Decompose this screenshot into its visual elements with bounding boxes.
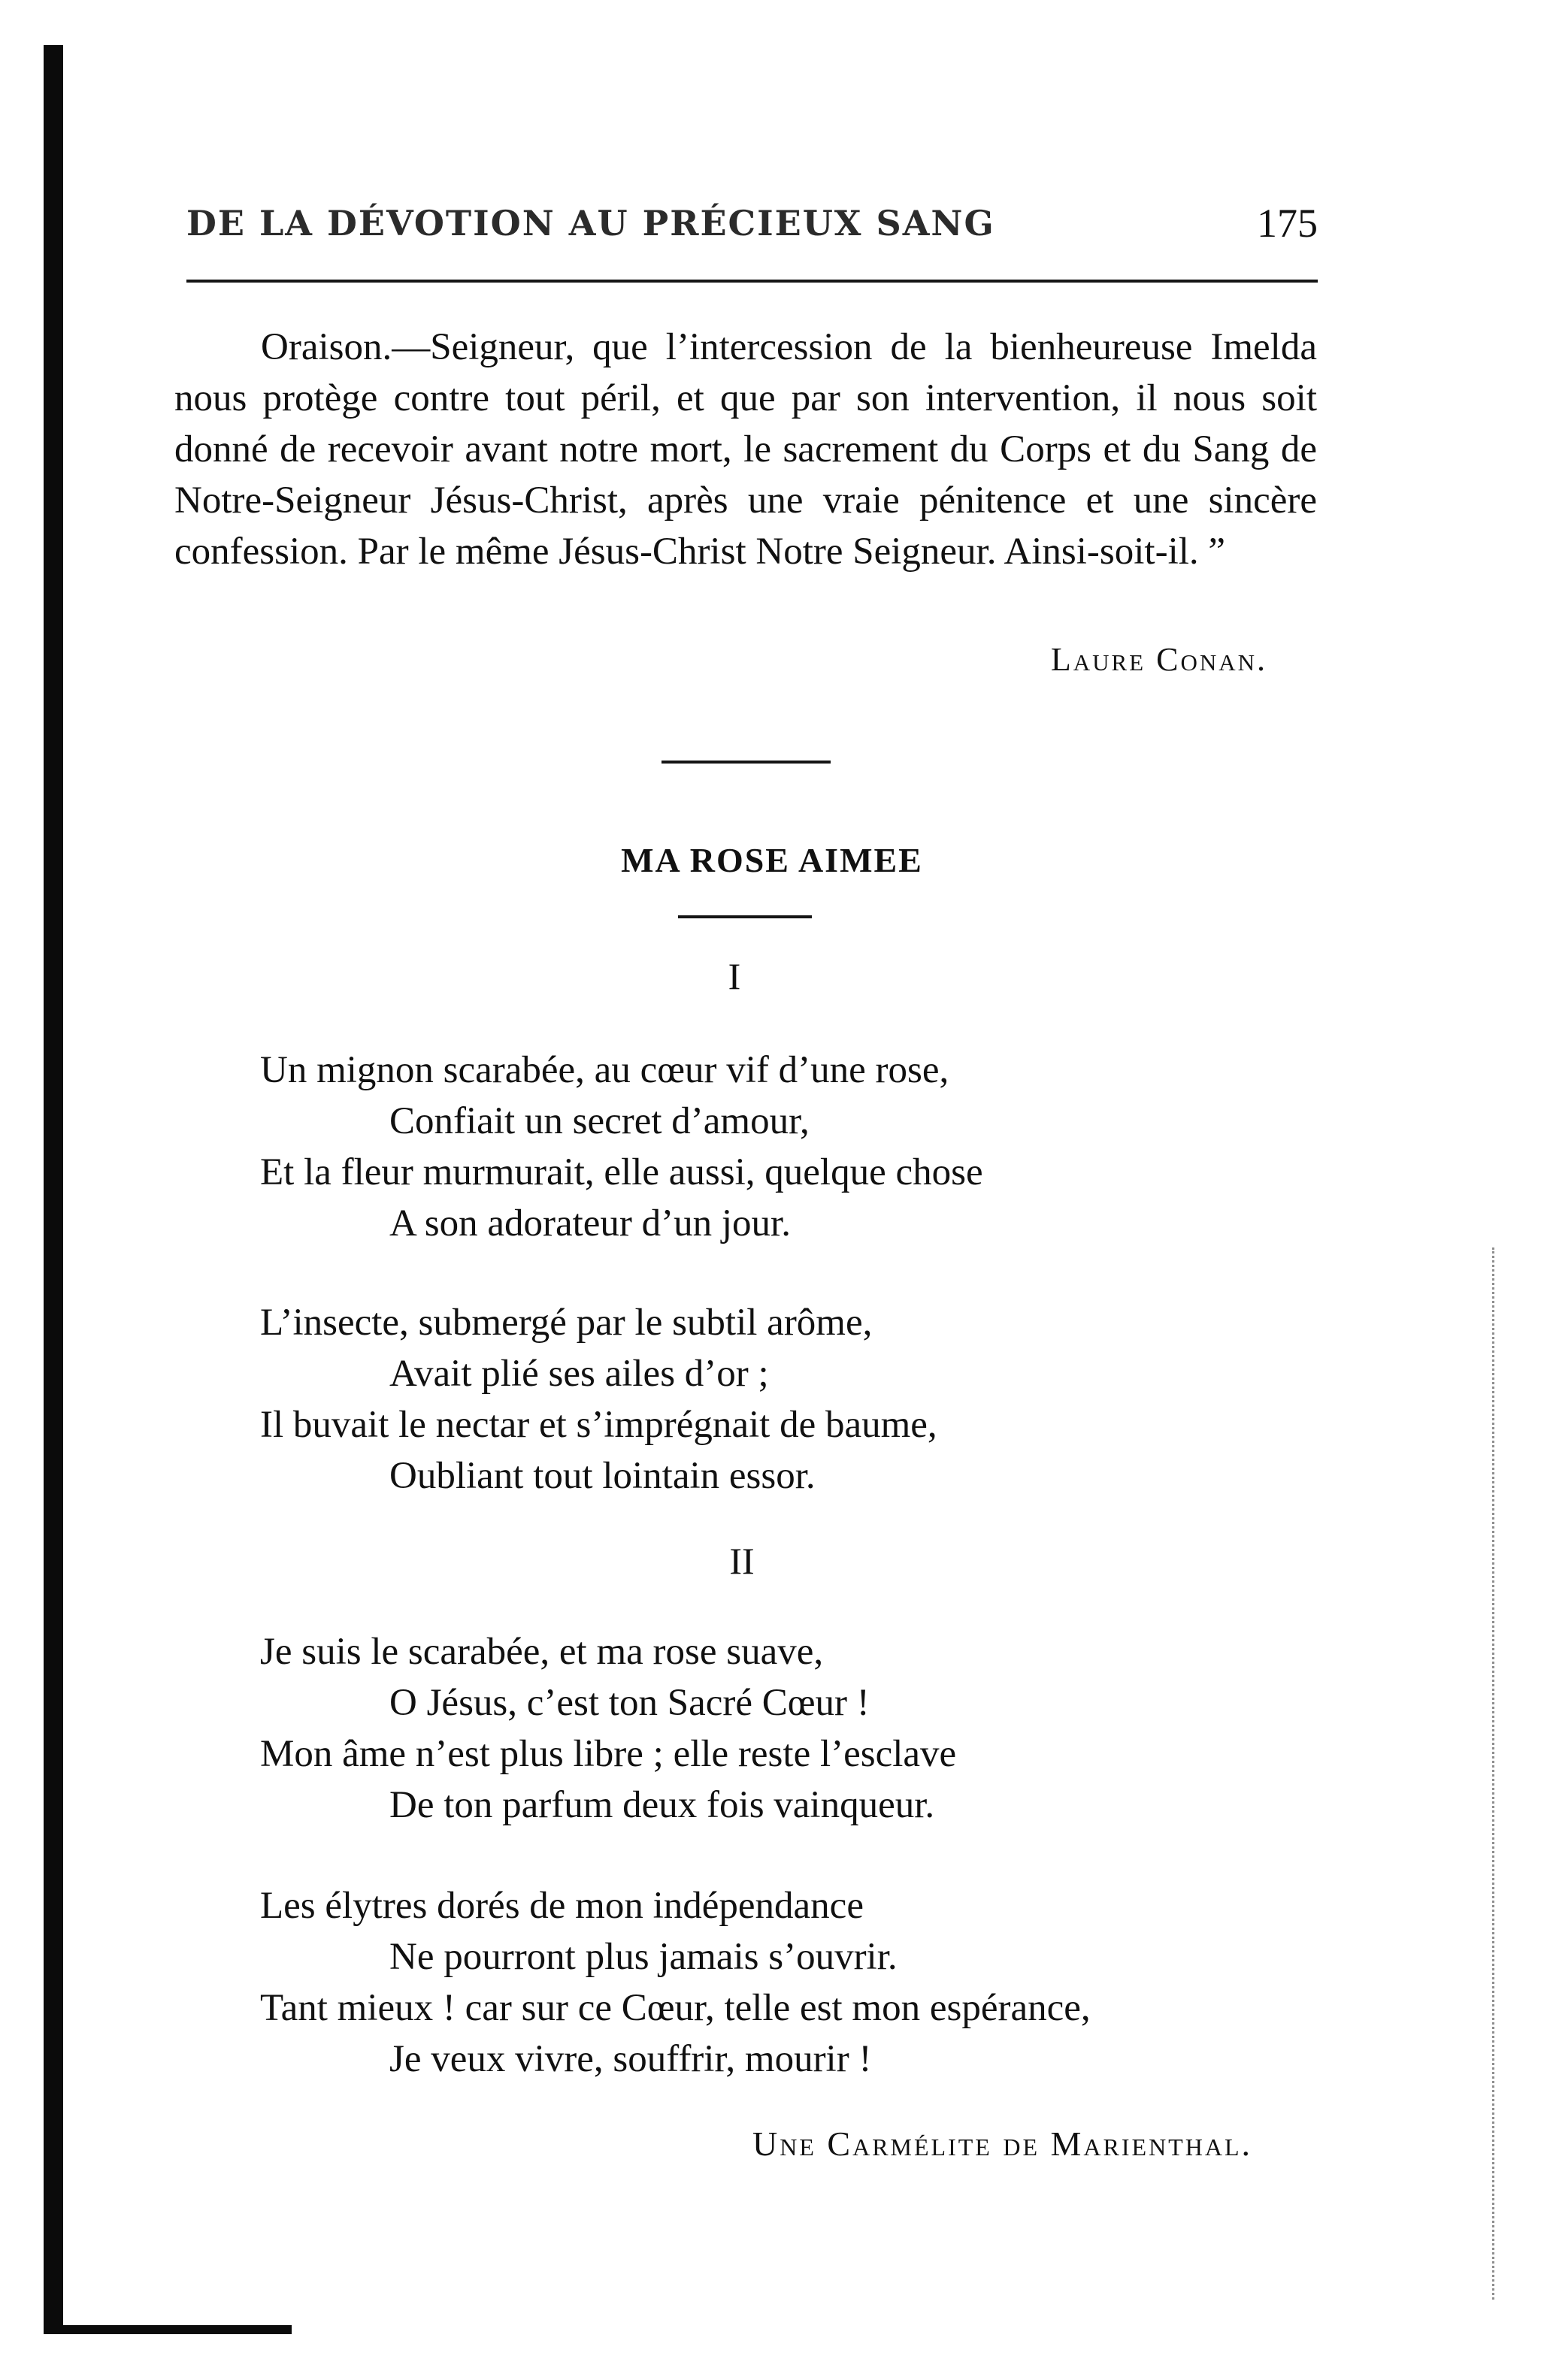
stanza xyxy=(260,1626,1388,1831)
verse-line: O Jésus, c’est ton Sacré Cœur ! xyxy=(389,1682,870,1724)
verse-line: Je suis le scarabée, et ma rose suave, xyxy=(260,1631,824,1673)
verse-line: Oubliant tout lointain essor. xyxy=(389,1455,816,1497)
part-numeral: I xyxy=(728,955,741,997)
verse-line: Mon âme n’est plus libre ; elle reste l’esclave xyxy=(260,1733,957,1775)
verse-line: Ne pourront plus jamais s’ouvrir. xyxy=(389,1936,898,1978)
running-head xyxy=(186,197,1318,257)
part-numeral: II xyxy=(729,1540,755,1582)
verse-line: Tant mieux ! car sur ce Cœur, telle est mon espérance, xyxy=(260,1987,1091,2029)
verse-line: L’insecte, submergé par le subtil arôme, xyxy=(260,1302,873,1344)
poem-title: MA ROSE AIMEE xyxy=(621,841,923,879)
binding-foot xyxy=(44,2325,292,2334)
verse-line: Un mignon scarabée, au cœur vif d’une rose, xyxy=(260,1049,949,1091)
verse-line: Les élytres dorés de mon indépendance xyxy=(260,1885,864,1927)
stanza xyxy=(260,1880,1388,2085)
verse-line: Et la fleur murmurait, elle aussi, quelque chose xyxy=(260,1151,983,1193)
prose-signature: Laure Conan. xyxy=(1050,641,1267,678)
stanza xyxy=(260,1045,1388,1249)
page-number: 175 xyxy=(1257,201,1318,246)
prayer-text: Oraison.—Seigneur, que l’intercession de la bienheureuse Imelda nous protège contre tout péril, et que par son intervention, il nous soit donné de recevoir avant notre mort, le sacrement du Corps et du Sang de Notre-Seigneur Jésus-Christ, après une vraie pénitence et une sincère confession. Par le même Jésus-Christ Notre Seigneur. Ainsi-soit-il. ” xyxy=(174,326,1317,573)
title-rule xyxy=(678,915,812,918)
binding-edge xyxy=(44,45,63,2330)
verse-line: Je veux vivre, souffrir, mourir ! xyxy=(389,2038,872,2080)
prayer-paragraph xyxy=(174,322,1317,577)
verse-line: Avait plié ses ailes d’or ; xyxy=(389,1353,769,1395)
verse-line: A son adorateur d’un jour. xyxy=(389,1202,791,1244)
section-separator xyxy=(661,761,831,764)
page-edge-noise xyxy=(1492,1247,1508,2300)
verse-line: Confiait un secret d’amour, xyxy=(389,1100,810,1142)
running-title: DE LA DÉVOTION AU PRÉCIEUX SANG xyxy=(186,203,995,240)
verse-line: Il buvait le nectar et s’imprégnait de baume, xyxy=(260,1404,937,1446)
verse-line: De ton parfum deux fois vainqueur. xyxy=(389,1784,935,1826)
poem-signature: Une Carmélite de Marienthal. xyxy=(752,2124,1252,2163)
header-rule xyxy=(186,280,1318,283)
stanza xyxy=(260,1297,1388,1501)
